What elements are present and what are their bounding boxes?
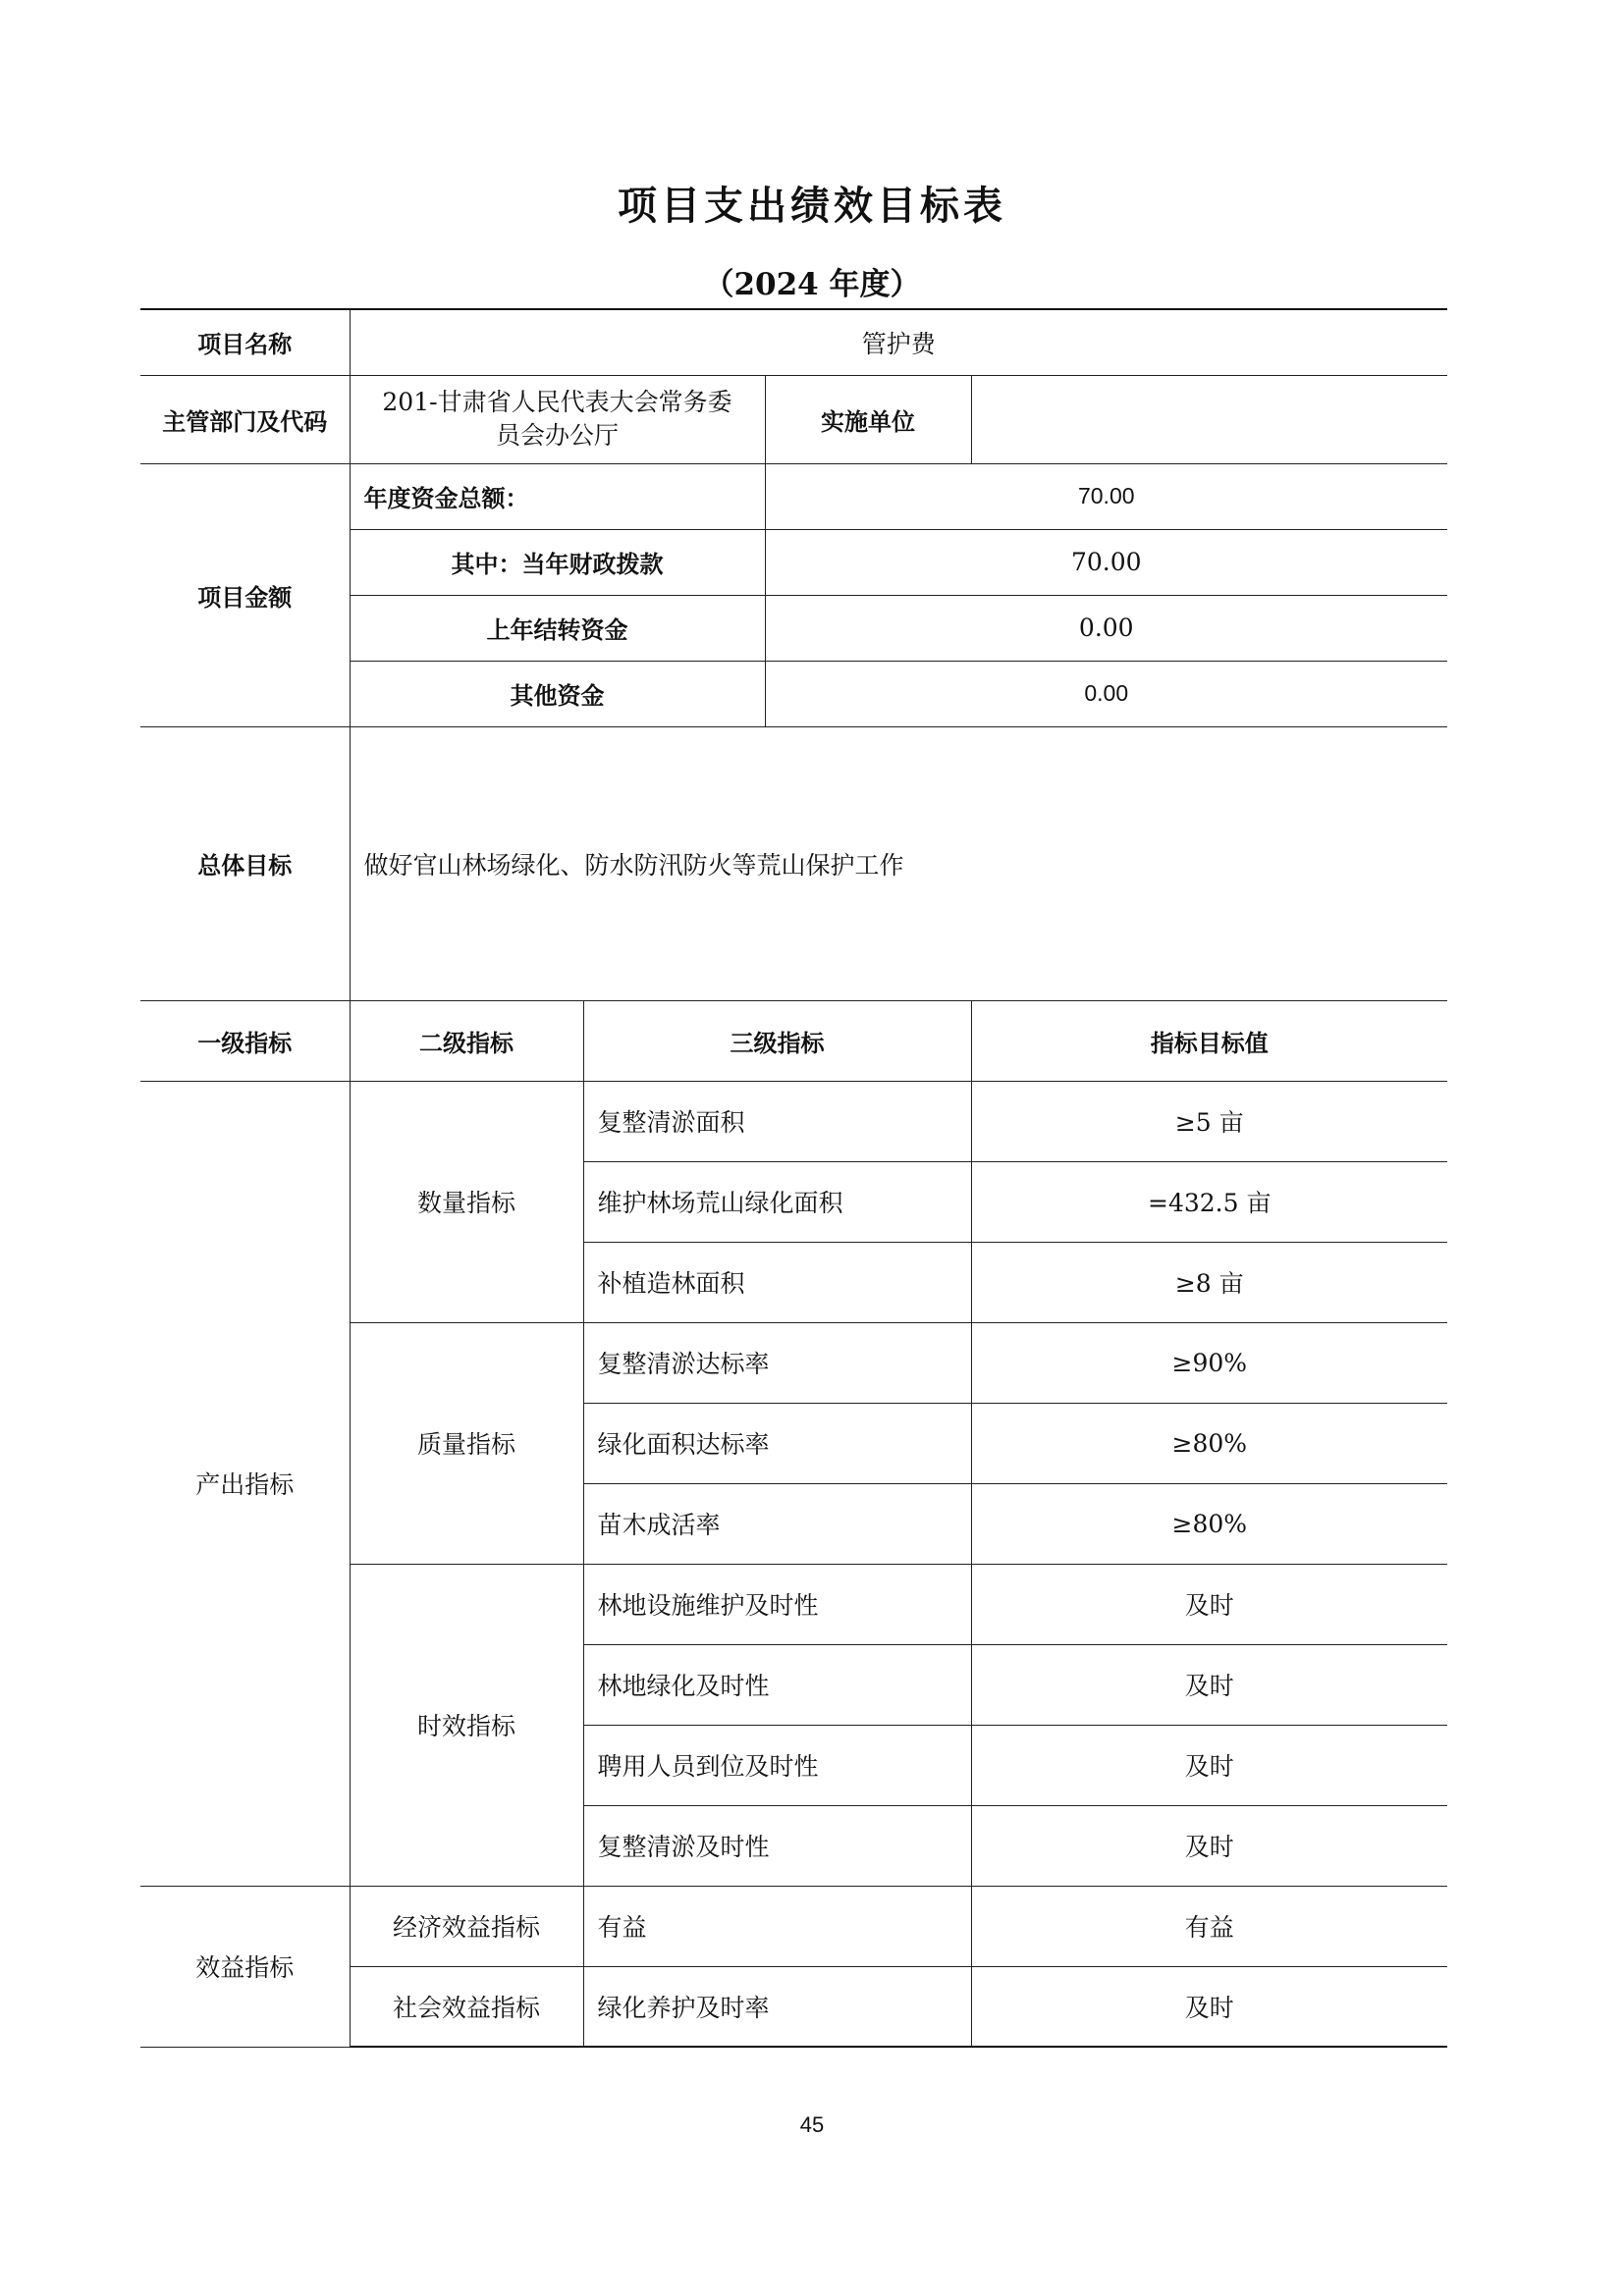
amount-row (140, 463, 1447, 529)
quality-indicator-label: 质量指标 (350, 1322, 583, 1564)
amount-row-label: 其他资金 (350, 661, 765, 726)
indicator-name: 复整清淤及时性 (583, 1805, 971, 1886)
indicator-target: ≥90% (971, 1322, 1447, 1403)
impl-unit-label: 实施单位 (765, 375, 971, 463)
output-indicator-label: 产出指标 (140, 1081, 350, 1886)
amount-row-label: 其中：当年财政拨款 (350, 529, 765, 595)
indicator-target: ≥5 亩 (971, 1081, 1447, 1161)
benefit-indicator-label: 效益指标 (140, 1886, 350, 2047)
indicator-target: 及时 (971, 1644, 1447, 1725)
overall-goal-row (140, 726, 1447, 1000)
department-row (140, 375, 1447, 463)
indicator-name: 苗木成活率 (583, 1483, 971, 1564)
table-row (140, 1081, 1447, 1161)
indicator-name: 补植造林面积 (583, 1242, 971, 1322)
timeliness-indicator-label: 时效指标 (350, 1564, 583, 1886)
social-indicator-label: 社会效益指标 (350, 1966, 583, 2047)
header-level2: 二级指标 (350, 1000, 583, 1081)
indicator-name: 聘用人员到位及时性 (583, 1725, 971, 1805)
indicator-name: 林地设施维护及时性 (583, 1564, 971, 1644)
indicator-target: 及时 (971, 1805, 1447, 1886)
header-level1: 一级指标 (140, 1000, 350, 1081)
table-row (140, 1886, 1447, 1966)
indicator-target: 及时 (971, 1725, 1447, 1805)
overall-goal-value: 做好官山林场绿化、防水防汛防火等荒山保护工作 (350, 726, 1447, 1000)
amount-row-value: 70.00 (765, 463, 1447, 529)
impl-unit-value (971, 375, 1447, 463)
amount-row-label: 上年结转资金 (350, 595, 765, 661)
indicator-name: 林地绿化及时性 (583, 1644, 971, 1725)
amount-row-value: 0.00 (765, 595, 1447, 661)
indicator-target: 及时 (971, 1564, 1447, 1644)
indicator-target: 及时 (971, 1966, 1447, 2047)
page-subtitle: （2024 年度） (703, 267, 921, 302)
page-number: 45 (799, 2112, 825, 2137)
amount-row-value: 0.00 (765, 661, 1447, 726)
indicator-name: 绿化面积达标率 (583, 1403, 971, 1483)
project-name-value: 管护费 (350, 309, 1447, 375)
indicator-target: 有益 (971, 1886, 1447, 1966)
indicator-header-row (140, 1000, 1447, 1081)
indicator-name: 维护林场荒山绿化面积 (583, 1161, 971, 1242)
page-title: 项目支出绩效目标表 (618, 183, 1006, 229)
indicator-target: ≥8 亩 (971, 1242, 1447, 1322)
amount-row-value: 70.00 (765, 529, 1447, 595)
indicator-target: ≥80% (971, 1483, 1447, 1564)
indicator-name: 有益 (583, 1886, 971, 1966)
overall-goal-label: 总体目标 (140, 726, 350, 1000)
indicator-target: =432.5 亩 (971, 1161, 1447, 1242)
indicator-name: 复整清淤面积 (583, 1081, 971, 1161)
header-target: 指标目标值 (971, 1000, 1447, 1081)
amount-row-label: 年度资金总额： (350, 463, 765, 529)
indicator-name: 绿化养护及时率 (583, 1966, 971, 2047)
header-level3: 三级指标 (583, 1000, 971, 1081)
indicator-name: 复整清淤达标率 (583, 1322, 971, 1403)
amount-label: 项目金额 (140, 463, 350, 726)
project-name-row (140, 309, 1447, 375)
project-name-label: 项目名称 (140, 309, 350, 375)
department-value: 201-甘肃省人民代表大会常务委员会办公厅 (350, 375, 765, 463)
department-label: 主管部门及代码 (140, 375, 350, 463)
quantity-indicator-label: 数量指标 (350, 1081, 583, 1322)
economic-indicator-label: 经济效益指标 (350, 1886, 583, 1966)
performance-table (140, 308, 1447, 2048)
indicator-target: ≥80% (971, 1403, 1447, 1483)
